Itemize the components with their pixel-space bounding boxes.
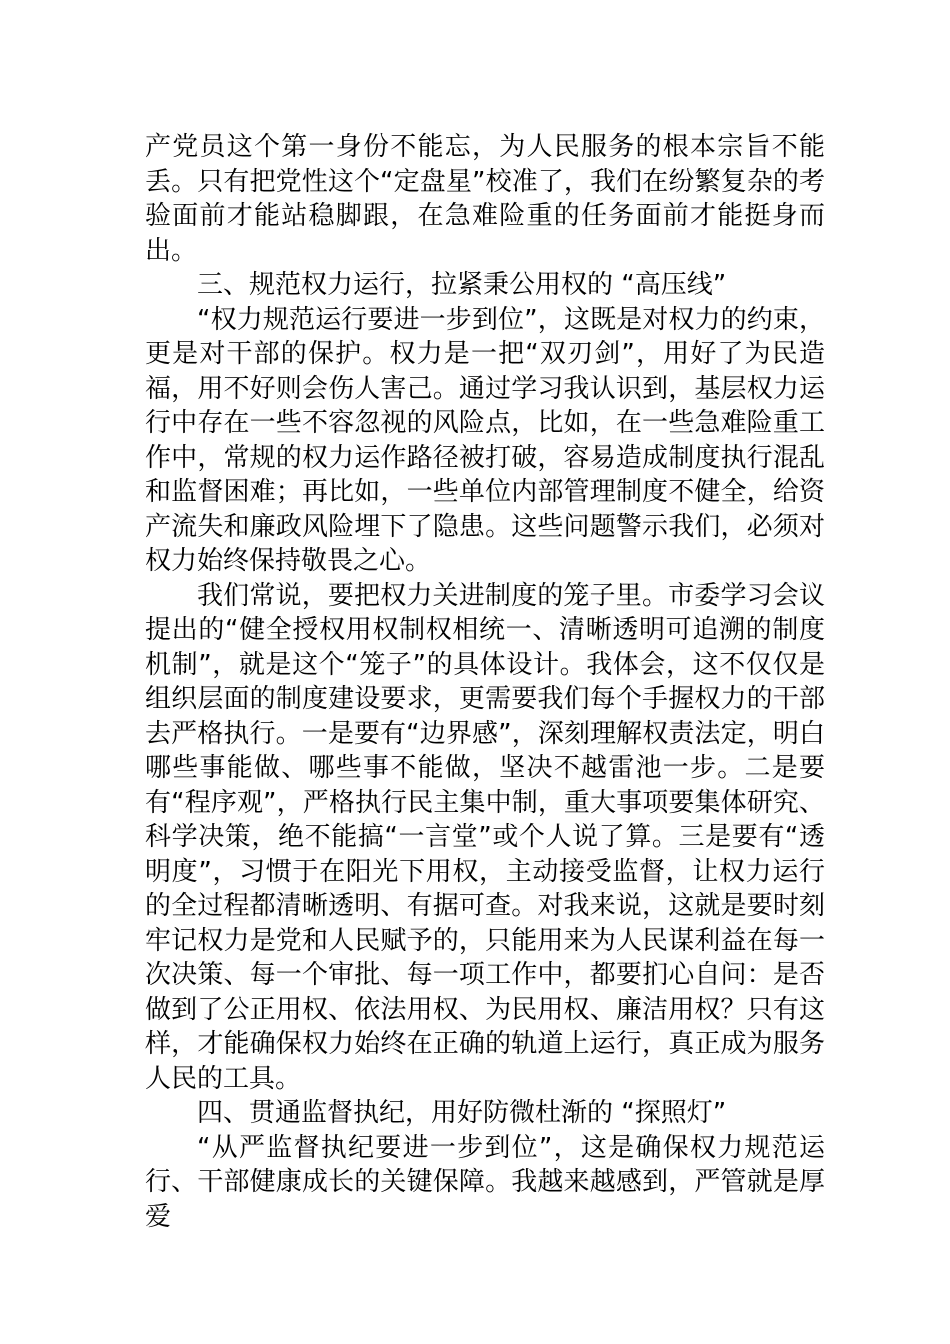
paragraph: 我们常说，要把权力关进制度的笼子里。市委学习会议提出的“健全授权用权制权相统一、清晰透明可追溯的制度机制”，就是这个“笼子”的具体设计。我体会，这不仅仅是组织层面的制度建设要求，更需要我们每个手握权力的干部去严格执行。一是要有“边界感”，深刻理解权责法定，明白哪些事能做、哪些事不能做，坚决不越雷池一步。二是要有“程序观”，严格执行民主集中制，重大事项要集体研究、科学决策，绝不能搞“一言堂”或个人说了算。三是要有“透明度”，习惯于在阳光下用权，主动接受监督，让权力运行的全过程都清晰透明、有据可查。对我来说，这就是要时刻牢记权力是党和人民赋予的，只能用来为人民谋利益在每一次决策、每一个审批、每一项工作中，都要扪心自问：是否做到了公正用权、依法用权、为民用权、廉洁用权？只有这样，才能确保权力始终在正确的轨道上运行，真正成为服务人民的工具。 — [145, 580, 825, 1094]
section-heading-3: 三、规范权力运行，拉紧秉公用权的 “高压线” — [197, 270, 727, 300]
document-body — [145, 130, 825, 1234]
paragraph: “权力规范运行要进一步到位”，这既是对权力的约束，更是对干部的保护。权力是一把“双刃剑”，用好了为民造福，用不好则会伤人害己。通过学习我认识到，基层权力运行中存在一些不容忽视的风险点，比如，在一些急难险重工作中，常规的权力运作路径被打破，容易造成制度执行混乱和监督困难；再比如，一些单位内部管理制度不健全，给资产流失和廉政风险埋下了隐患。这些问题警示我们，必须对权力始终保持敬畏之心。 — [145, 304, 825, 576]
paragraph-continued: 产党员这个第一身份不能忘，为人民服务的根本宗旨不能丢。只有把党性这个“定盘星”校准了，我们在纷繁复杂的考验面前才能站稳脚跟，在急难险重的任务面前才能挺身而出。 — [145, 132, 825, 266]
section-heading-4: 四、贯通监督执纪，用好防微杜渐的 “探照灯” — [197, 1098, 727, 1128]
paragraph: “从严监督执纪要进一步到位”，这是确保权力规范运行、干部健康成长的关键保障。我越来越感到，严管就是厚爱 — [145, 1132, 825, 1232]
